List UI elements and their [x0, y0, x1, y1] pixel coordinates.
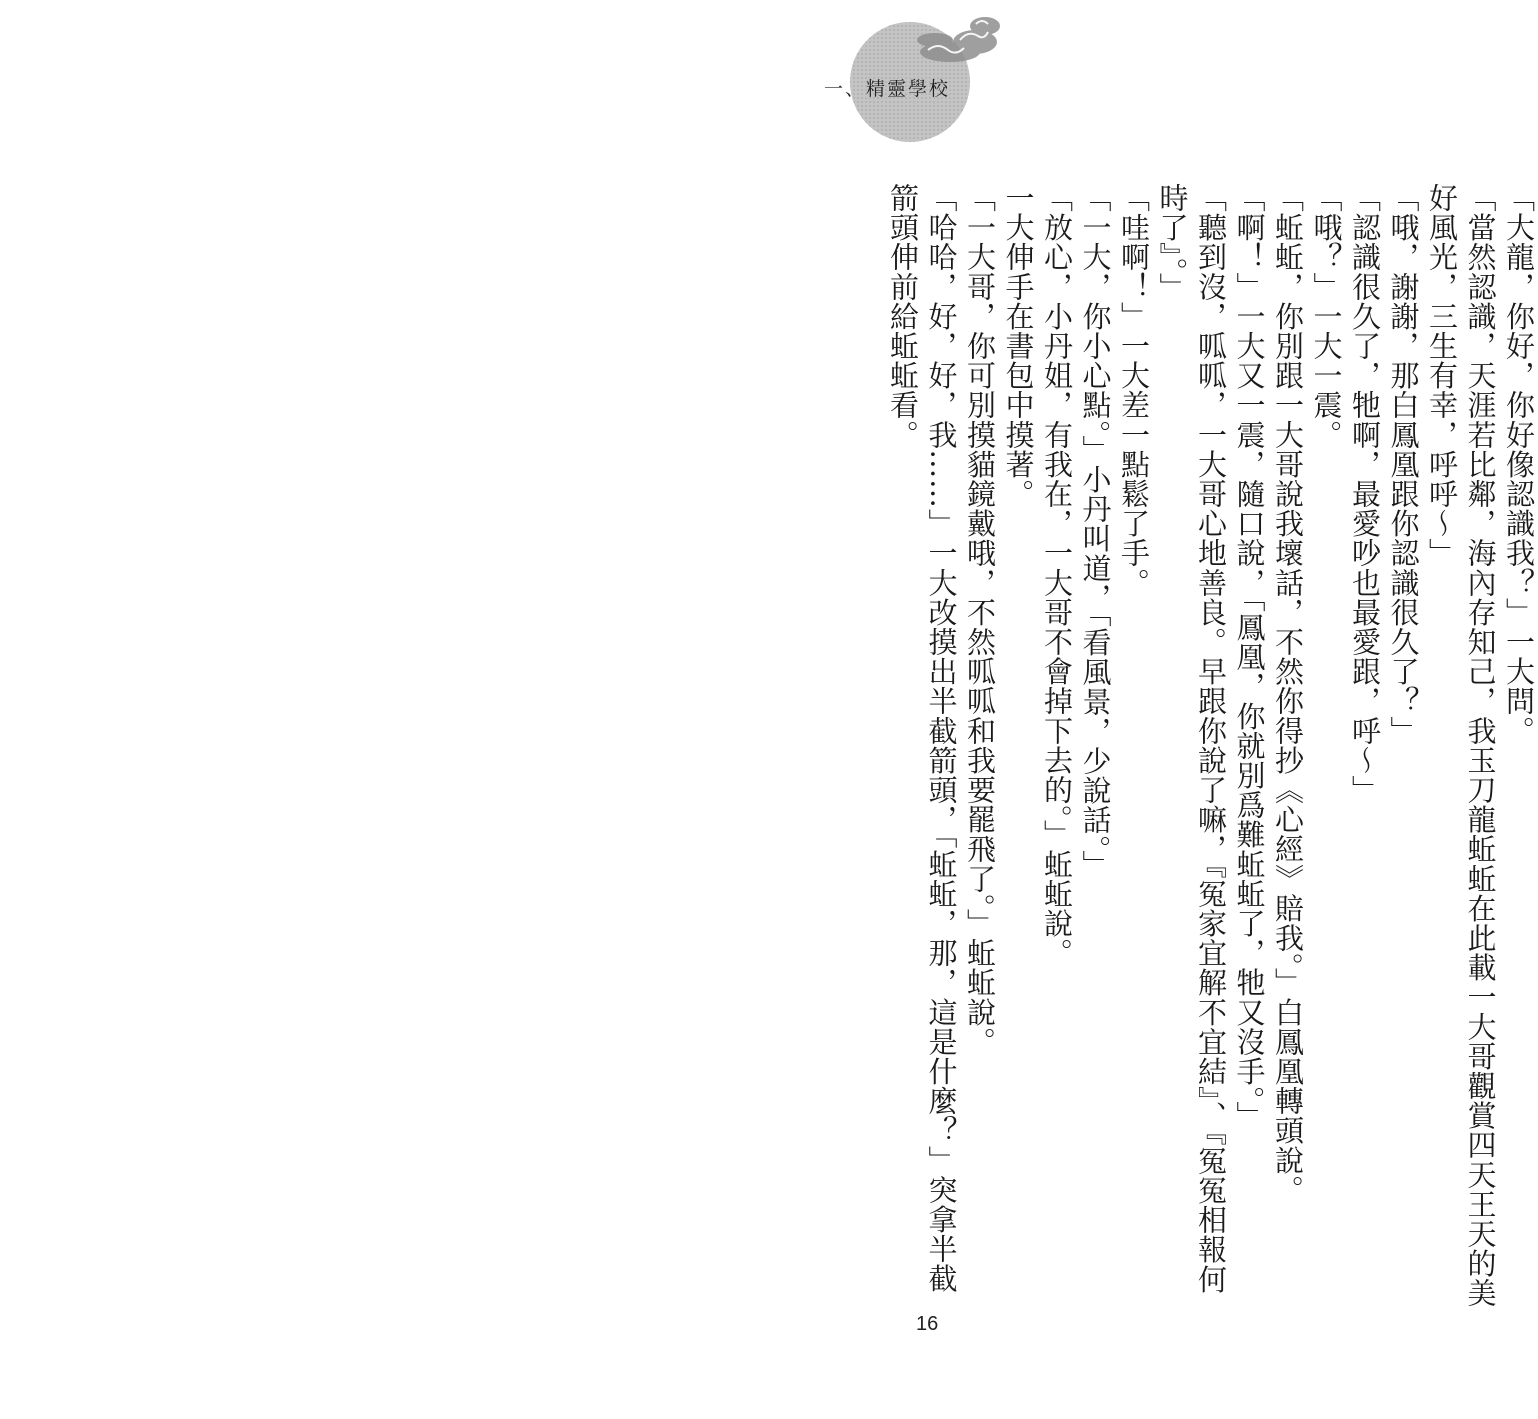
page-number: 16 [916, 1313, 939, 1335]
paragraph: 「大龍，你好，你好像認識我？」一大問。 [1502, 183, 1536, 746]
vertical-text-body [864, 183, 1538, 1313]
paragraph: 「哈哈，好，好，我……」一大改摸出半截箭頭，「蚯蚯，那，這是什麼？」突拿半截箭頭伸前給蚯蚯看。 [886, 183, 959, 1294]
paragraph: 「當然認識，天涯若比鄰，海內存知己，我玉刀龍蚯蚯在此載一大哥觀賞四天王天的美好風光，三生有幸，呼呼～」 [1425, 183, 1498, 1308]
paragraph: 一大伸手在書包中摸著。 [1001, 183, 1036, 509]
paragraph: 「聽到沒，呱呱，一大哥心地善良。早跟你說了嘛，『冤家宜解不宜結』、『冤冤相報何時了』。」 [1155, 183, 1228, 1294]
paragraph: 「蚯蚯，你別跟一大哥說我壞話，不然你得抄《心經》賠我。」白鳳凰轉頭說。 [1271, 183, 1305, 1205]
paragraph: 「放心，小丹姐，有我在，一大哥不會掉下去的。」蚯蚯說。 [1040, 183, 1074, 968]
paragraph: 「啊！」一大又一震，隨口說，「鳳凰，你就別爲難蚯蚯了，牠又沒手。」 [1232, 183, 1267, 1131]
paragraph: 「認識很久了，牠啊，最愛吵也最愛跟，呼～」 [1348, 183, 1382, 805]
chapter-title: 一、精靈學校 [823, 78, 950, 100]
paragraph: 「哦，謝謝，那白鳳凰跟你認識很久了？」 [1386, 183, 1421, 746]
paragraph: 「哦？」一大一震。 [1309, 183, 1344, 450]
paragraph: 「一大，你小心點。」小丹叫道，「看風景，少說話。」 [1078, 183, 1113, 880]
paragraph: 「哇啊！」一大差一點鬆了手。 [1117, 183, 1151, 598]
paragraph: 「一大哥，你可別摸貓鏡戴哦，不然呱呱和我要罷飛了。」蚯蚯說。 [963, 183, 997, 1057]
chapter-header [800, 0, 1000, 160]
